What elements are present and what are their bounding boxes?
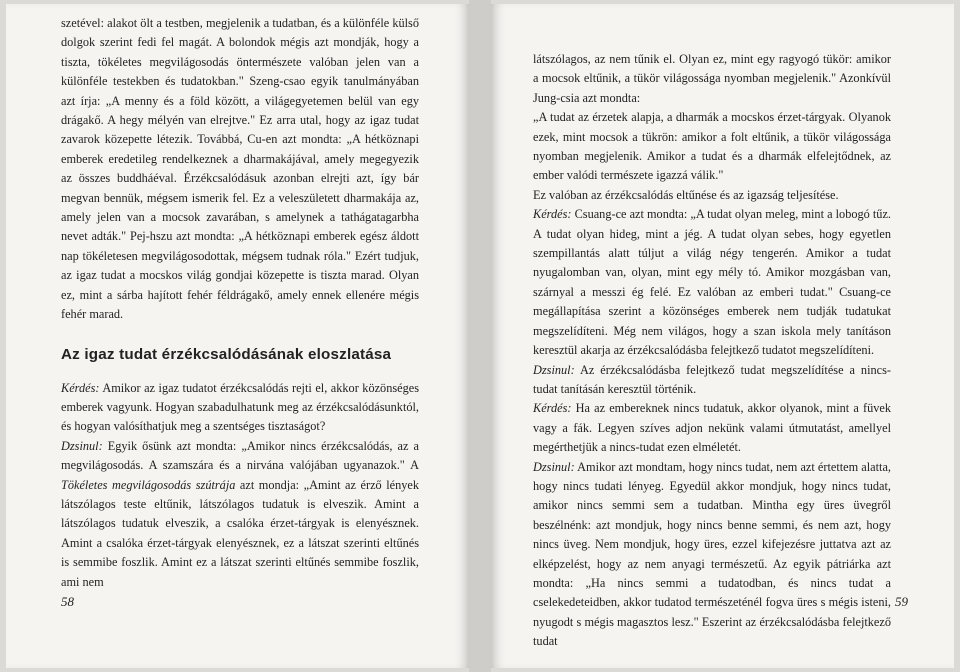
- text-run: Csuang-ce azt mondta: „A tudat olyan meleg, mint a lobogó tűz. A tudat olyan hideg, mint a jég. A tudat olyan sebes, hogy egyetlen szempillantás alatt túljut a világ négy tengerén. Amikor a tudat nyugalomban van, olyan, mint egy mély tó. Amikor mozgásban van, szárnyal a messzi ég felé. Ez valóban az emberi tudat." Csuang-ce megállapítása szerint a közönséges emberek nem tudják tudatukat megszelídíteni. Még nem világos, hogy a szan iskola mely tanításon keresztül akarja az érzékcsalódásba felejtkező tudatot megszelídíteni.: [533, 207, 891, 358]
- speaker-label: Kérdés:: [533, 207, 572, 222]
- right-text-column: [533, 50, 891, 652]
- page-number-right: 59: [895, 594, 908, 609]
- text-run: Ha az embereknek nincs tudatuk, akkor olyanok, mint a füvek vagy a fák. Legyen szíves adjon nekünk valami útmutatást, amellyel megérthetjük a nincs-tudat ezen elméletét.: [533, 401, 891, 455]
- paragraph: [533, 108, 891, 186]
- paragraph: [533, 186, 891, 205]
- speaker-label: Dzsinul:: [61, 438, 103, 453]
- speaker-label: Kérdés:: [533, 401, 572, 416]
- book-gutter: [469, 0, 491, 672]
- text-run: Amikor azt mondtam, hogy nincs tudat, nem azt értettem alatta, hogy nincs tudati lényeg. Egyedül akkor mondjuk, hogy nincs tudat, amikor nincs semmi sem a tudatban. Mintha egy üres üvegről beszélnénk: azt mondjuk, hogy nincs benne semmi, és nem azt, hogy nincs üveg. Nem mondjuk, hogy üres, ezzel kifejezésre juttatva azt az elképzelést, hogy az nem anyagi természetű. Az egyik pátriárka azt mondta: „Ha nincs semmi a tudatodban, és nincs tudat a cselekedeteidben, akkor tudatod természeténél fogva üres s mégis isteni, nyugodt s mégis magasztos lesz." Eszerint az érzékcsalódásba felejtkező tudat: [533, 459, 891, 649]
- left-paragraphs-after: [61, 379, 419, 592]
- left-text-column: [61, 14, 419, 592]
- speaker-label: Dzsinul:: [533, 459, 575, 474]
- text-run: Ez valóban az érzékcsalódás eltűnése és az igazság teljesítése.: [533, 187, 839, 202]
- left-paragraphs-before: [61, 14, 419, 325]
- page-number-left: 58: [61, 594, 74, 609]
- paragraph: [61, 14, 419, 325]
- right-paragraphs: [533, 50, 891, 652]
- paragraph: [533, 399, 891, 457]
- text-run: Amikor az igaz tudatot érzékcsalódás rejti el, akkor közönséges emberek vagyunk. Hogyan szabadulhatunk meg az érzékcsalódásunktól, és hogyan valósíthatjuk meg a szentséges tisztaságot?: [61, 380, 419, 434]
- paragraph: [533, 458, 891, 652]
- paragraph: [61, 379, 419, 437]
- left-page: [6, 4, 469, 668]
- text-run: Az érzékcsalódásba felejtkező tudat megszelídítése a nincs-tudat tanításán keresztül történik.: [533, 362, 891, 396]
- text-run: szetével: alakot ölt a testben, megjelenik a tudatban, és a különféle külső dolgok szerint fedi fel magát. A bolondok mégis azt mondják, hogy a tiszta, tökéletes megvilágosodás öntermészete valóban jelen van a különféle testekben és tudatokban." Szeng-csao egyik tanulmányában azt írja: „A menny és a föld között, a világegyetemen belül van egy drágakő. A hegy mélyén van elrejtve." Ez arra utal, hogy az igaz tudat zavarok közepette létezik. Továbbá, Cu-en azt mondta: „A hétköznapi emberek eredetileg rendelkeznek a dharmakájával, amely megegyezik az összes buddháéval. Érzékcsalódásuk azonban elrejti azt, így bár megvan bennük, mégsem ismerik fel. Ez a veleszületett dharmakája az, amely jelen van a mocsok zavarában, s amelynek a tathágatagarbha nevet adták." Pej-hszu azt mondta: „A hétköznapi emberek egész áldott nap tökéletesen megvilágosodottak, mégsem tudnak róla." Ezért tudjuk, az igaz tudat a mocskos világ gondjai közepette is tiszta marad. Olyan ez, mint a sárba hajított fehér féldrágakő, amely ennek ellenére mégis fehér marad.: [61, 16, 419, 322]
- speaker-label: Dzsinul:: [533, 362, 575, 377]
- text-run: látszólagos, az nem tűnik el. Olyan ez, mint egy ragyogó tükör: amikor a mocsok eltűnik, a tükör világossága nyomban megjelenik." Azonkívül Jung-csia azt mondta:: [533, 52, 891, 105]
- section-heading: Az igaz tudat érzékcsalódásának eloszlatása: [61, 345, 392, 363]
- paragraph: [533, 205, 891, 360]
- text-run: Egyik ősünk azt mondta: „Amikor nincs érzékcsalódás, az a megvilágosodás. A szamszára és a nirvána valójában ugyanazok." A: [61, 438, 419, 473]
- text-run: azt mondja: „Amint az érző lények látszólagos teste eltűnik, látszólagos tudatuk is elveszik. Amint a látszólagos tudatuk elveszik, a csalóka érzet-tárgyak is elenyésznek. Amint a csalóka érzet-tárgyak elenyésznek, ez a látszat szerinti eltűnés is semmibe foszlik. Amint ez a látszat szerinti eltűnés semmibe foszlik, ami nem: [61, 477, 419, 589]
- book-title: Tökéletes megvilágosodás szútrája: [61, 477, 236, 492]
- text-run: „A tudat az érzetek alapja, a dharmák a mocskos érzet-tárgyak. Olyanok ezek, mint mocsok a tükrön: amikor a folt eltűnik, a tükör világossága nyomban megjelenik. Amikor a tudat és a dharmák elfelejtődnek, az ember valódi természete igazzá válik.": [533, 110, 891, 183]
- paragraph: [533, 361, 891, 400]
- speaker-label: Kérdés:: [61, 380, 100, 395]
- paragraph: [533, 50, 891, 108]
- right-page: [491, 4, 954, 668]
- paragraph: [61, 437, 419, 592]
